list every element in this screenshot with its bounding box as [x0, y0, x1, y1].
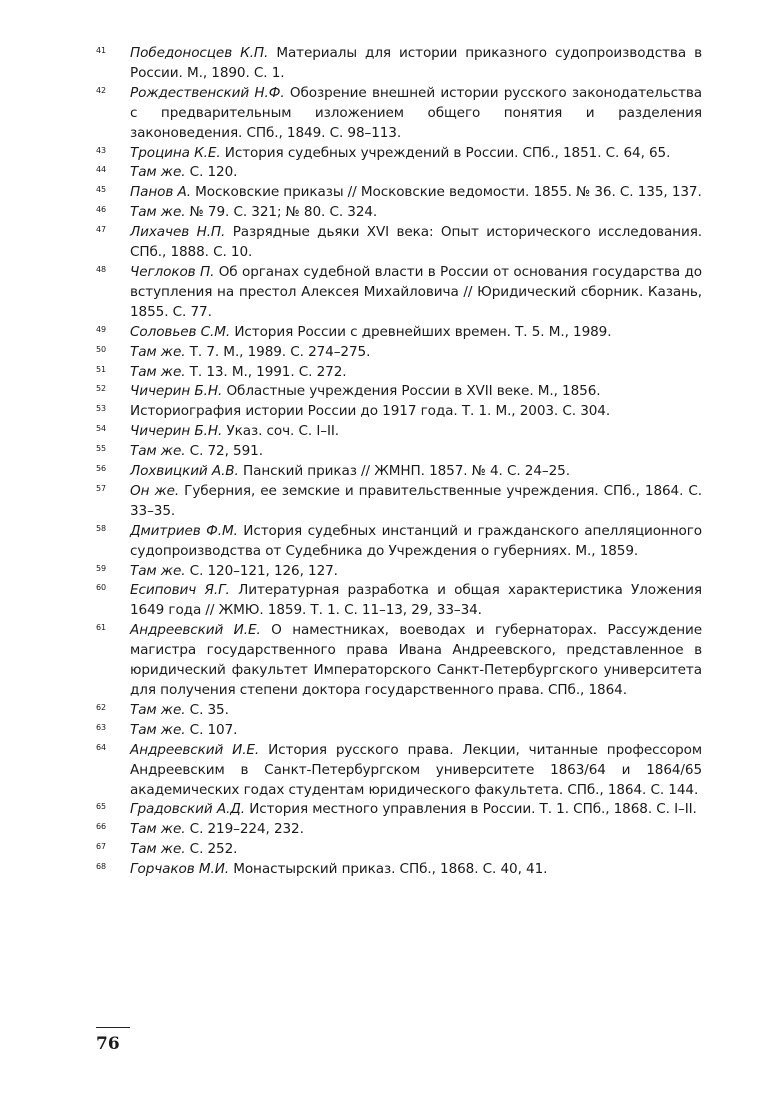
footnote-number: 58	[96, 523, 106, 533]
footnote-46	[96, 203, 702, 223]
footnote-67	[96, 840, 702, 860]
footnote-number: 41	[96, 46, 106, 55]
footnote-author: Чичерин Б.Н.	[130, 383, 223, 400]
footnote-author: Там же.	[130, 841, 186, 858]
footnote-68	[96, 860, 702, 880]
footnote-number: 64	[96, 742, 106, 752]
footnote-author: Троцина К.Е.	[130, 144, 221, 161]
footnote-text: Т. 7. М., 1989. С. 274–275.	[185, 343, 371, 360]
footnote-text: Монастырский приказ. СПб., 1868. С. 40, 41.	[228, 861, 548, 878]
footnote-author: Лихачев Н.П.	[130, 224, 226, 241]
footnote-text: С. 219–224, 232.	[185, 821, 304, 838]
footnote-text: С. 72, 591.	[185, 443, 263, 460]
footnote-author: Там же.	[130, 721, 186, 738]
footnote-number: 42	[96, 85, 106, 95]
footnote-number: 65	[96, 802, 106, 812]
footnote-number: 50	[96, 344, 106, 354]
footnote-text: Разрядные дьяки XVI века: Опыт исторического исследования. СПб., 1888. С. 10.	[130, 224, 702, 261]
footnote-56	[96, 462, 702, 482]
footnote-number: 44	[96, 165, 106, 175]
footnote-text: История России с древнейших времен. Т. 5. М., 1989.	[230, 323, 612, 340]
footnote-64	[96, 741, 702, 801]
footnote-57	[96, 482, 702, 522]
footnote-author: Андреевский И.Е.	[130, 741, 260, 758]
footnote-text: Московские приказы // Московские ведомости. 1855. № 36. С. 135, 137.	[190, 184, 702, 201]
footnote-author: Есипович Я.Г.	[130, 582, 230, 599]
footnote-author: Рождественский Н.Ф.	[130, 84, 285, 101]
footnote-text: Т. 13. М., 1991. С. 272.	[185, 363, 347, 380]
footnote-62	[96, 701, 702, 721]
footnote-43	[96, 144, 702, 164]
footnote-author: Соловьев С.М.	[130, 323, 231, 340]
footnote-text: История судебных инстанций и гражданского апелляционного судопроизводства от Судебника до Учреждения о губерниях. М., 1859.	[130, 522, 702, 559]
footnote-65	[96, 800, 702, 820]
footnote-author: Чеглоков П.	[130, 263, 215, 280]
footnote-author: Дмитриев Ф.М.	[130, 522, 238, 539]
footnote-author: Он же.	[130, 482, 180, 499]
footnote-number: 48	[96, 264, 106, 274]
footnotes-list	[96, 44, 702, 880]
footnote-42	[96, 84, 702, 144]
footnote-number: 62	[96, 702, 106, 712]
footnote-number: 57	[96, 483, 106, 493]
footnote-text: История судебных учреждений в России. СПб., 1851. С. 64, 65.	[220, 144, 671, 161]
footnote-number: 63	[96, 722, 106, 732]
footnote-text: История местного управления в России. Т. 1. СПб., 1868. С. I–II.	[245, 801, 697, 818]
footnote-47	[96, 223, 702, 263]
footnote-number: 61	[96, 623, 106, 633]
footnote-text: С. 107.	[185, 721, 238, 738]
footnote-54	[96, 422, 702, 442]
footnote-number: 49	[96, 324, 106, 334]
footnote-text: С. 120.	[185, 164, 238, 181]
footnote-52	[96, 382, 702, 402]
footnote-number: 52	[96, 384, 106, 394]
footnote-text: Литературная разработка и общая характеристика Уложения 1649 года // ЖМЮ. 1859. Т. 1. С. 11–13, 29, 33–34.	[130, 582, 702, 619]
footnote-number: 46	[96, 205, 106, 215]
footnote-number: 47	[96, 225, 106, 235]
footnote-author: Там же.	[130, 204, 186, 221]
footnote-author: Там же.	[130, 363, 186, 380]
footnote-number: 59	[96, 563, 106, 573]
footnote-author: Чичерин Б.Н.	[130, 423, 223, 440]
footnote-number: 68	[96, 862, 106, 872]
footnote-text: Материалы для истории приказного судопроизводства в России. М., 1890. С. 1.	[130, 45, 703, 81]
footnote-text: Указ. соч. С. I–II.	[222, 423, 339, 440]
footnote-text: Областные учреждения России в XVII веке. М., 1856.	[222, 383, 601, 400]
footnote-text: № 79. С. 321; № 80. С. 324.	[185, 204, 378, 221]
footnote-45	[96, 183, 702, 203]
footnote-author: Там же.	[130, 443, 186, 460]
footnote-number: 54	[96, 424, 106, 434]
footnote-number: 43	[96, 145, 106, 155]
page-number-rule	[96, 1027, 130, 1028]
footnote-61	[96, 621, 702, 701]
footnote-text: С. 35.	[185, 701, 229, 718]
footnote-text: О наместниках, воеводах и губернаторах. Рассуждение магистра государственного права Ивана Андреевского, представленное в юридический факультет Императорского Санкт-Петербургского университета для получения степени доктора государственного права. СПб., 1864.	[130, 622, 702, 698]
footnote-63	[96, 721, 702, 741]
footnote-49	[96, 323, 702, 343]
page-number: 76	[96, 1034, 120, 1054]
footnote-51	[96, 363, 702, 383]
footnote-number: 60	[96, 583, 106, 593]
footnote-50	[96, 343, 702, 363]
footnote-48	[96, 263, 702, 323]
footnote-number: 67	[96, 842, 106, 852]
footnote-55	[96, 442, 702, 462]
footnote-53	[96, 402, 702, 422]
footnote-author: Победоносцев К.П.	[130, 45, 269, 61]
footnote-text: История русского права. Лекции, читанные профессором Андреевским в Санкт-Петербургском университете 1863/64 и 1864/65 академических годах студентам юридического факультета. СПб., 1864. С. 144.	[130, 741, 702, 798]
footnote-author: Градовский А.Д.	[130, 801, 245, 818]
footnote-author: Там же.	[130, 562, 186, 579]
footnote-text: Историография истории России до 1917 года. Т. 1. М., 2003. С. 304.	[130, 403, 611, 420]
footnote-author: Лохвицкий А.В.	[130, 463, 239, 480]
footnote-59	[96, 562, 702, 582]
footnote-number: 53	[96, 404, 106, 414]
footnote-author: Андреевский И.Е.	[130, 622, 261, 639]
footnote-number: 45	[96, 185, 106, 195]
footnote-60	[96, 581, 702, 621]
footnote-author: Там же.	[130, 821, 186, 838]
footnote-44	[96, 163, 702, 183]
footnote-text: Об органах судебной власти в России от основания государства до вступления на престол Алексея Михайловича // Юридический сборник. Казань, 1855. С. 77.	[130, 263, 702, 320]
footnote-41	[96, 44, 702, 84]
footnote-number: 51	[96, 364, 106, 374]
footnote-text: Панский приказ // ЖМНП. 1857. № 4. С. 24–25.	[238, 463, 570, 480]
footnote-text: С. 120–121, 126, 127.	[185, 562, 338, 579]
footnote-text: С. 252.	[185, 841, 238, 858]
footnote-58	[96, 522, 702, 562]
footnote-author: Там же.	[130, 343, 186, 360]
footnote-number: 55	[96, 444, 106, 454]
footnote-author: Горчаков М.И.	[130, 861, 229, 878]
footnote-text: Губерния, ее земские и правительственные учреждения. СПб., 1864. С. 33–35.	[130, 482, 702, 519]
footnote-number: 66	[96, 822, 106, 832]
footnote-number: 56	[96, 464, 106, 474]
footnote-author: Панов А.	[130, 184, 191, 201]
footnote-author: Там же.	[130, 701, 186, 718]
footnote-66	[96, 820, 702, 840]
footnote-author: Там же.	[130, 164, 186, 181]
footnote-text: Обозрение внешней истории русского законодательства с предварительным изложением общего понятия и разделения законоведения. СПб., 1849. С. 98–113.	[130, 84, 702, 141]
